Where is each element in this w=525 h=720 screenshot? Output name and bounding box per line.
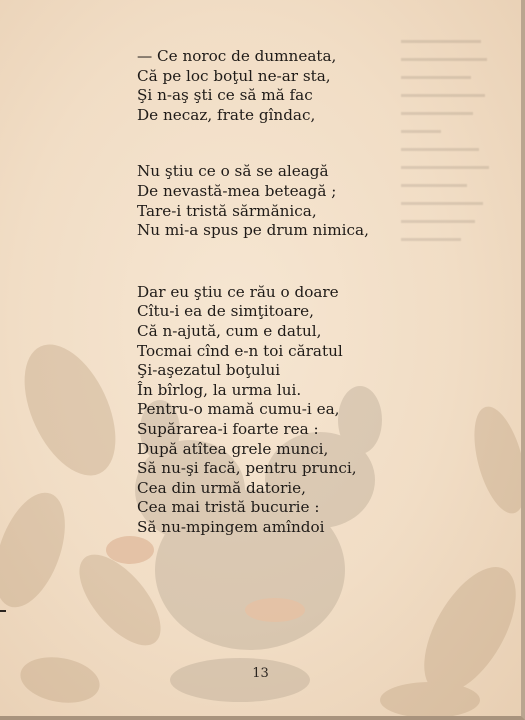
stanza: [137, 162, 437, 240]
poem-line: Tocmai cînd e-n toi căratul: [137, 341, 343, 360]
poem-line: Că pe loc boţul ne-ar sta,: [137, 66, 331, 85]
poem-line: Nu mi-a spus pe drum nimica,: [137, 221, 369, 240]
poem-line: Cea mai tristă bucurie :: [137, 498, 320, 517]
poem-line: Să nu-şi facă, pentru prunci,: [137, 459, 357, 478]
poem-line: După atîtea grele munci,: [137, 439, 329, 458]
poem-line: Şi n-aş şti ce să mă fac: [137, 86, 313, 105]
margin-mark: [0, 610, 6, 612]
poem-line: Dar eu ştiu ce rău o doare: [137, 282, 339, 301]
poem-line: Şi-aşezatul boţului: [137, 361, 281, 380]
stanza: [137, 47, 437, 125]
page-number: 13: [252, 666, 269, 681]
poem: [137, 47, 437, 537]
poem-line: De necaz, frate gîndac,: [137, 105, 316, 124]
poem-line: Să nu-mpingem amîndoi: [137, 517, 325, 536]
poem-line: Pentru-o mamă cumu-i ea,: [137, 400, 340, 419]
poem-line: — Ce noroc de dumneata,: [137, 47, 337, 65]
poem-line: Nu ştiu ce o să se aleagă: [137, 162, 329, 181]
poem-line: De nevastă-mea beteagă ;: [137, 181, 337, 200]
poem-line: Cîtu-i ea de simţitoare,: [137, 302, 314, 321]
poem-line: Supărarea-i foarte rea :: [137, 419, 319, 438]
poem-line: Tare-i tristă sărmănica,: [137, 201, 317, 220]
stanza: [137, 283, 437, 538]
poem-line: Că n-ajută, cum e datul,: [137, 321, 322, 340]
poem-line: Cea din urmă datorie,: [137, 478, 306, 497]
poem-line: În bîrlog, la urma lui.: [137, 380, 302, 399]
